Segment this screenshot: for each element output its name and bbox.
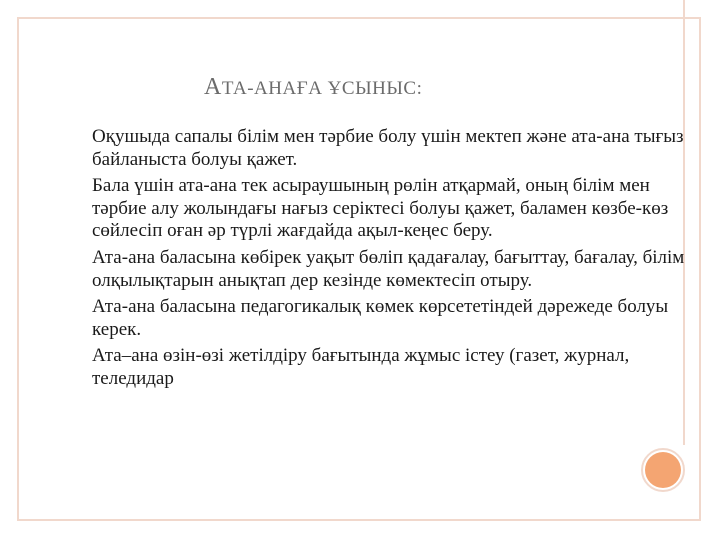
paragraph-3: Ата-ана баласына көбірек уақыт бөліп қадағалау, бағыттау, бағалау, білім олқылықтарын анықтап дер кезінде көмектесіп отыру. bbox=[92, 246, 685, 291]
slide-body bbox=[92, 126, 688, 395]
slide-title-first-letter: А bbox=[204, 74, 222, 100]
slide-title bbox=[204, 74, 422, 101]
paragraph-5: Ата–ана өзін-өзі жетілдіру бағытында жұмыс істеу (газет, журнал, теледидар bbox=[92, 345, 630, 389]
slide-title-rest: ТА-АНАҒА ҰСЫНЫС: bbox=[221, 78, 423, 99]
decorative-circle-icon bbox=[645, 452, 681, 488]
paragraph-1: Оқушыда сапалы білім мен тәрбие болу үшін мектеп және ата-ана тығыз байланыста болуы қажет. bbox=[92, 126, 684, 170]
paragraph-2: Бала үшін ата-ана тек асыраушының рөлін атқармай, оның білім мен тәрбие алу жолындағы нағыз серіктесі болуы қажет, баламен көзбе-көз сөйлесіп оған әр түрлі жағдайда ақыл-кеңес беру. bbox=[92, 175, 669, 242]
paragraph-4: Ата-ана баласына педагогикалық көмек көрсететіндей дәрежеде болуы керек. bbox=[92, 296, 669, 340]
